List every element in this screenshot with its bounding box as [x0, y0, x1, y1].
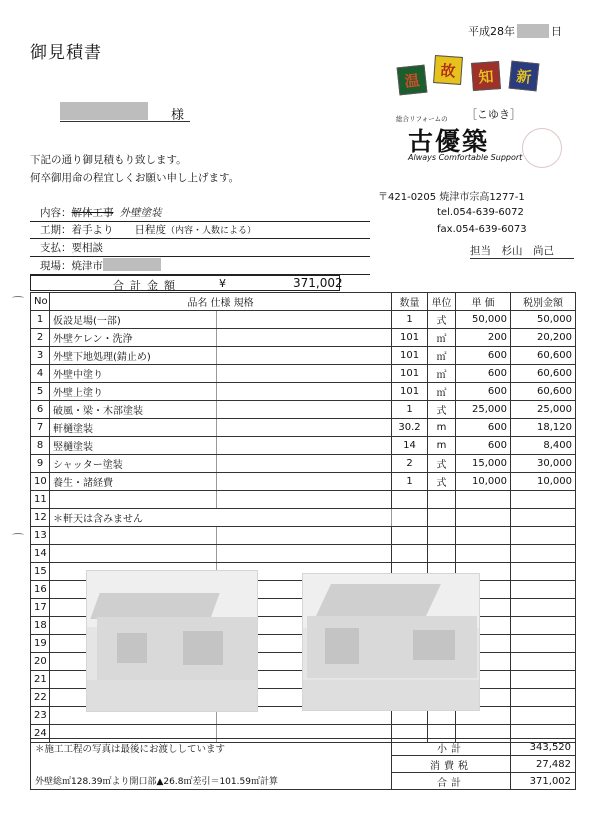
row-no: 22	[31, 689, 50, 707]
row-qty: 14	[392, 437, 428, 455]
row-item-name: シャッター塗装	[50, 455, 217, 473]
row-unit: m	[428, 437, 456, 455]
row-amount: 30,000	[511, 455, 576, 473]
logo-reading: ［こゆき］	[466, 108, 521, 121]
row-qty: 101	[392, 383, 428, 401]
row-spec	[217, 491, 392, 509]
table-row	[31, 545, 576, 563]
header-amount: 税別金額	[511, 293, 576, 311]
total-amount-value: 371,002	[293, 276, 343, 290]
row-qty: 101	[392, 329, 428, 347]
issue-date	[468, 23, 562, 39]
total-amount-label: 合計金額	[113, 279, 181, 292]
row-qty	[392, 545, 428, 563]
row-spec	[217, 347, 392, 365]
totals-footer-table	[30, 738, 576, 790]
row-item-name: 養生・諸経費	[50, 473, 217, 491]
row-no: 12	[31, 509, 50, 527]
row-unit-price: 600	[456, 383, 511, 401]
row-qty: 1	[392, 311, 428, 329]
row-qty	[392, 509, 428, 527]
row-qty	[392, 527, 428, 545]
row-no: 18	[31, 617, 50, 635]
footer-note-cell	[31, 739, 392, 773]
row-unit-price: 50,000	[456, 311, 511, 329]
row-amount	[511, 635, 576, 653]
greeting-line-2: 何卒御用命の程宜しくお願い申し上げます。	[30, 172, 240, 184]
row-no: 8	[31, 437, 50, 455]
subtotal-value: 343,520	[511, 739, 576, 756]
table-row	[31, 527, 576, 545]
row-amount: 60,600	[511, 347, 576, 365]
company-fax: fax.054-639-6073	[437, 224, 527, 235]
row-unit: 式	[428, 473, 456, 491]
row-no: 2	[31, 329, 50, 347]
row-qty: 1	[392, 473, 428, 491]
row-unit-price: 600	[456, 365, 511, 383]
row-item-name: 外壁中塗り	[50, 365, 217, 383]
row-amount	[511, 617, 576, 635]
row-no: 4	[31, 365, 50, 383]
row-unit: 式	[428, 455, 456, 473]
row-unit: 式	[428, 401, 456, 419]
staff-in-charge: 担当 杉山 尚己	[470, 243, 574, 259]
row-no: 13	[31, 527, 50, 545]
row-item-name: 外壁上塗り	[50, 383, 217, 401]
table-row	[31, 491, 576, 509]
row-item-name: ＊軒天は含みません	[50, 509, 392, 527]
row-item-name	[50, 527, 217, 545]
row-qty: 2	[392, 455, 428, 473]
site-photo-1	[86, 570, 258, 712]
row-amount	[511, 671, 576, 689]
row-unit-price: 600	[456, 347, 511, 365]
row-amount: 18,120	[511, 419, 576, 437]
row-qty	[392, 491, 428, 509]
row-amount: 60,600	[511, 365, 576, 383]
table-header-row	[31, 293, 576, 311]
row-no: 11	[31, 491, 50, 509]
row-no: 19	[31, 635, 50, 653]
row-item-name	[50, 491, 217, 509]
row-no: 10	[31, 473, 50, 491]
table-row	[31, 473, 576, 491]
row-amount	[511, 599, 576, 617]
redacted-date	[517, 24, 549, 38]
row-no: 1	[31, 311, 50, 329]
row-spec	[217, 473, 392, 491]
logo-tile: 新	[509, 61, 540, 92]
total-amount-bar	[30, 275, 343, 292]
row-amount	[511, 545, 576, 563]
row-unit: ㎡	[428, 365, 456, 383]
row-no: 15	[31, 563, 50, 581]
row-spec	[217, 527, 392, 545]
row-item-name: 外壁下地処理(錆止め)	[50, 347, 217, 365]
header-item-name: 品名 仕様 規格	[50, 293, 392, 311]
row-spec	[217, 311, 392, 329]
info-payment: 支払：要相談	[30, 240, 370, 257]
logo-tile: 知	[471, 61, 501, 91]
row-spec	[217, 401, 392, 419]
row-unit: 式	[428, 311, 456, 329]
row-unit: ㎡	[428, 383, 456, 401]
row-amount: 8,400	[511, 437, 576, 455]
logo-tile: 故	[433, 55, 463, 85]
redacted-customer-name	[60, 102, 148, 120]
row-unit-price	[456, 545, 511, 563]
redacted-site-address	[103, 258, 161, 271]
table-row	[31, 401, 576, 419]
row-spec	[217, 383, 392, 401]
row-no: 9	[31, 455, 50, 473]
document-title: 御見積書	[30, 43, 102, 63]
punch-hole-mark	[12, 296, 24, 300]
row-no: 5	[31, 383, 50, 401]
row-amount: 10,000	[511, 473, 576, 491]
row-unit-price: 10,000	[456, 473, 511, 491]
row-unit-price: 600	[456, 419, 511, 437]
company-seal-stamp	[522, 128, 562, 168]
site-text: 現場：焼津市	[40, 260, 103, 272]
row-unit-price	[456, 527, 511, 545]
punch-hole-mark	[12, 533, 24, 537]
period-note: （内容・人数による）	[166, 226, 257, 236]
row-no: 14	[31, 545, 50, 563]
table-row	[31, 383, 576, 401]
addressee-suffix: 様	[170, 108, 184, 123]
date-suffix: 日	[551, 25, 562, 38]
row-unit-price: 600	[456, 437, 511, 455]
row-no: 17	[31, 599, 50, 617]
row-spec	[217, 545, 392, 563]
row-unit: m	[428, 419, 456, 437]
footer-row-total	[31, 773, 576, 790]
company-address: 〒421-0205 焼津市宗高1277-1	[378, 192, 525, 203]
header-unit: 単位	[428, 293, 456, 311]
table-row	[31, 311, 576, 329]
info-period	[30, 222, 370, 239]
content-label: 内容：	[40, 207, 72, 219]
row-spec	[217, 455, 392, 473]
row-spec	[217, 365, 392, 383]
row-qty: 101	[392, 347, 428, 365]
row-no: 3	[31, 347, 50, 365]
period-text: 工期：着手より 日程度	[40, 224, 166, 236]
company-tel: tel.054-639-6072	[437, 207, 524, 218]
row-amount	[511, 563, 576, 581]
yen-sign: ¥	[219, 277, 226, 290]
row-amount	[511, 581, 576, 599]
row-qty: 1	[392, 401, 428, 419]
row-item-name: 竪樋塗装	[50, 437, 217, 455]
row-unit-price: 25,000	[456, 401, 511, 419]
row-amount: 25,000	[511, 401, 576, 419]
row-amount	[511, 509, 576, 527]
table-row	[31, 329, 576, 347]
header-no: No	[31, 293, 50, 311]
row-no: 21	[31, 671, 50, 689]
row-item-name: 軒樋塗装	[50, 419, 217, 437]
content-struck-text: 解体工事	[71, 207, 114, 219]
header-qty: 数量	[392, 293, 428, 311]
row-unit: ㎡	[428, 347, 456, 365]
photo-note: ＊施工工程の写真は最後にお渡ししています	[35, 744, 226, 755]
row-unit-price	[456, 509, 511, 527]
footer-row-subtotal	[31, 739, 576, 756]
row-amount: 50,000	[511, 311, 576, 329]
row-no: 6	[31, 401, 50, 419]
area-calc-note-cell	[31, 773, 392, 790]
row-no: 7	[31, 419, 50, 437]
row-unit: ㎡	[428, 329, 456, 347]
row-item-name: 外壁ケレン・洗浄	[50, 329, 217, 347]
table-row	[31, 455, 576, 473]
table-row	[31, 347, 576, 365]
area-calc-note: 外壁総㎡128.39㎡より開口部▲26.8㎡差引＝101.59㎡計算	[35, 777, 278, 788]
info-content	[30, 205, 370, 222]
row-item-name: 仮設足場(一部)	[50, 311, 217, 329]
table-row	[31, 437, 576, 455]
company-name: 古優築	[408, 127, 490, 156]
row-amount	[511, 653, 576, 671]
logo-tile: 温	[397, 65, 428, 96]
date-prefix: 平成28年	[468, 25, 515, 38]
tax-value: 27,482	[511, 756, 576, 773]
row-no: 23	[31, 707, 50, 725]
row-unit-price: 15,000	[456, 455, 511, 473]
table-row	[31, 419, 576, 437]
header-unit-price: 単 価	[456, 293, 511, 311]
tax-label: 消費税	[392, 756, 511, 773]
company-tagline: Always Comfortable Support	[408, 153, 523, 162]
company-logo-tiles	[398, 52, 548, 104]
row-amount	[511, 707, 576, 725]
grand-total-label: 合計	[392, 773, 511, 790]
row-amount	[511, 527, 576, 545]
site-photo-2	[302, 573, 480, 711]
row-spec	[217, 329, 392, 347]
row-no: 24	[31, 725, 50, 743]
row-qty: 101	[392, 365, 428, 383]
row-unit-price: 200	[456, 329, 511, 347]
row-amount	[511, 491, 576, 509]
row-qty: 30.2	[392, 419, 428, 437]
content-handwritten: 外壁塗装	[119, 207, 162, 219]
info-site	[30, 258, 370, 275]
row-unit	[428, 527, 456, 545]
grand-total-value: 371,002	[511, 773, 576, 790]
table-row	[31, 509, 576, 527]
row-amount: 20,200	[511, 329, 576, 347]
row-no: 20	[31, 653, 50, 671]
logo-subtitle: 総合リフォームの	[396, 115, 448, 123]
row-item-name	[50, 545, 217, 563]
row-no: 16	[31, 581, 50, 599]
row-unit	[428, 491, 456, 509]
subtotal-label: 小計	[392, 739, 511, 756]
table-row	[31, 365, 576, 383]
greeting-line-1: 下記の通り御見積もり致します。	[30, 154, 187, 166]
row-unit-price	[456, 491, 511, 509]
addressee-line	[60, 102, 190, 122]
row-spec	[217, 419, 392, 437]
row-unit	[428, 509, 456, 527]
row-amount	[511, 689, 576, 707]
row-unit	[428, 545, 456, 563]
row-amount: 60,600	[511, 383, 576, 401]
row-item-name: 破風・梁・木部塗装	[50, 401, 217, 419]
row-spec	[217, 437, 392, 455]
